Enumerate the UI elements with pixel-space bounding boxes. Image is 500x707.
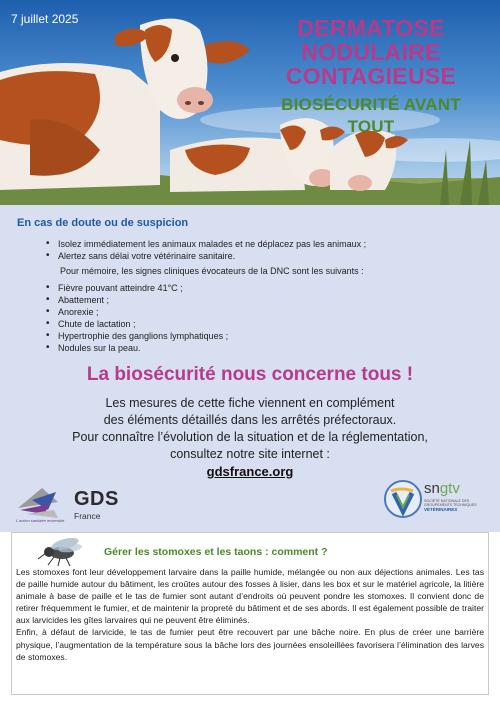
list-item: • Fièvre pouvant atteindre 41°C ;: [46, 282, 228, 294]
headline: [256, 16, 486, 138]
paragraph: Enfin, à défaut de larvicide, le tas de fumier peut être recouvert par une bâche noire. En plus de créer une barrière physique, l’augmentation de la température sous la bâche lors des journées ensoleillées favorisera l’élimination des larves de stomoxes.: [16, 627, 484, 662]
gds-country: France: [74, 511, 101, 521]
info-line: Pour connaître l’évolution de la situation et de la réglementation,: [72, 430, 428, 444]
list-item: • Hypertrophie des ganglions lymphatiques ;: [46, 330, 228, 342]
sngtv-fullname-2: VÉTÉRINAIRES: [424, 507, 458, 512]
slogan: La biosécurité nous concerne tous !: [86, 364, 414, 385]
gds-wordmark: GDS: [74, 488, 119, 510]
title-line-2: NODULAIRE: [301, 39, 441, 65]
gds-tagline: L'action sanitaire ensemble: [16, 518, 65, 523]
list-item: • Abattement ;: [46, 294, 228, 306]
memo-text: Pour mémoire, les signes cliniques évocateurs de la DNC sont les suivants :: [60, 266, 364, 276]
publication-date: 7 juillet 2025: [11, 12, 79, 26]
title-line-3: CONTAGIEUSE: [285, 63, 457, 89]
hero-banner: [0, 0, 500, 205]
suspicion-title: En cas de doute ou de suspicion: [17, 217, 189, 229]
stomoxes-title: Gérer les stomoxes et les taons : comment ?: [104, 546, 328, 558]
list-item: • Anorexie ;: [46, 306, 228, 318]
info-line: consultez notre site internet :: [170, 447, 330, 461]
sngtv-logo-icon: [383, 479, 423, 519]
subtitle: BIOSÉCURITÉ AVANT TOUT: [281, 95, 461, 136]
sngtv-prefix: sn: [424, 480, 440, 497]
sngtv-suffix: gtv: [439, 480, 460, 497]
list-item: • Isolez immédiatement les animaux malades et ne déplacez pas les animaux ;: [46, 238, 366, 250]
fly-icon: [32, 535, 86, 567]
list-item: • Alertez sans délai votre vétérinaire sanitaire.: [46, 250, 366, 262]
sngtv-fullname: SOCIÉTÉ NATIONALE DES GROUPEMENTS TECHNIQUES: [424, 499, 477, 507]
info-line: des éléments détaillés dans les arrêtés préfectoraux.: [103, 413, 397, 427]
list-item: • Chute de lactation ;: [46, 318, 228, 330]
info-line: Les mesures de cette fiche viennent en complément: [105, 396, 395, 410]
stomoxes-box: [11, 532, 489, 695]
info-panel: [0, 205, 500, 532]
signs-list: [46, 282, 228, 354]
title-line-1: DERMATOSE: [297, 15, 445, 41]
list-item: • Nodules sur la peau.: [46, 342, 228, 354]
sngtv-wordmark: [424, 480, 460, 497]
actions-list: [46, 238, 366, 262]
website-link[interactable]: gdsfrance.org: [206, 464, 294, 479]
paragraph: Les stomoxes font leur développement larvaire dans la paille humide, mélangée ou non aux déjections animales. Les tas de paille humide autour du bâtiment, les croûtes autour des fosses à lisier, dans les box et sur le matériel agricole, la litière animale à base de paille et le tas de fumier sont autant d’endroits où peuvent pondre les stomoxes. Il convient donc de retirer fréquemment le fumier, et de maintenir la propreté du bâtiment et de ses abords. Il est également possible de traiter aux larvicides les gîtes larvaires qui ne peuvent être éliminés.: [16, 567, 484, 626]
stomoxes-text: [16, 566, 484, 663]
